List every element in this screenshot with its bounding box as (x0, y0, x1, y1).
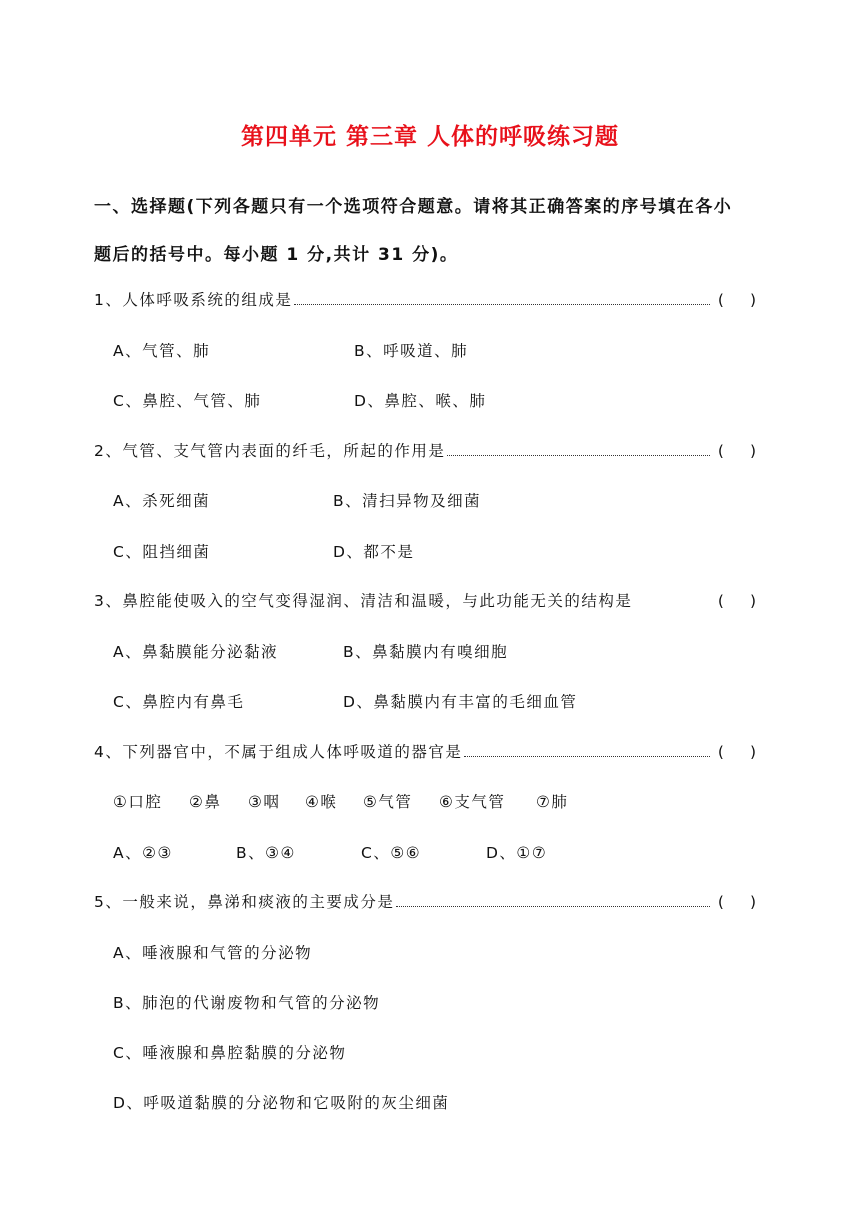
question-5 (94, 890, 756, 912)
organ-item: ④喉 (305, 793, 338, 811)
question-stem: 1、人体呼吸系统的组成是 (94, 291, 293, 309)
organ-item: ①口腔 (113, 793, 163, 811)
section-instructions-line1: 一、选择题(下列各题只有一个选项符合题意。请将其正确答案的序号填在各小 (94, 197, 733, 217)
question-stem: 5、一般来说，鼻涕和痰液的主要成分是 (94, 893, 395, 911)
option-c: C、鼻腔内有鼻毛 (113, 693, 245, 711)
question-1 (94, 288, 756, 310)
question-stem: 4、下列器官中，不属于组成人体呼吸道的器官是 (94, 743, 463, 761)
organ-item: ⑥支气管 (439, 793, 506, 811)
answer-bracket[interactable]: ( ) (717, 442, 756, 460)
option-c: C、鼻腔、气管、肺 (113, 392, 262, 410)
answer-bracket[interactable]: ( ) (717, 893, 756, 911)
question-2 (94, 439, 756, 461)
organ-item: ⑦肺 (536, 793, 569, 811)
dot-leader (464, 755, 710, 757)
option-d: D、鼻腔、喉、肺 (354, 392, 487, 410)
option-d: D、鼻黏膜内有丰富的毛细血管 (343, 693, 578, 711)
option-a: A、鼻黏膜能分泌黏液 (113, 643, 279, 661)
option-d: D、①⑦ (486, 844, 548, 862)
answer-bracket[interactable]: ( ) (717, 592, 756, 610)
option-b: B、清扫异物及细菌 (333, 492, 482, 510)
option-d: D、呼吸道黏膜的分泌物和它吸附的灰尘细菌 (113, 1094, 450, 1112)
option-a: A、杀死细菌 (113, 492, 211, 510)
answer-bracket[interactable]: ( ) (717, 291, 756, 309)
organ-item: ②鼻 (189, 793, 222, 811)
question-3 (94, 589, 756, 611)
question-4 (94, 740, 756, 762)
option-c: C、⑤⑥ (361, 844, 422, 862)
option-d: D、都不是 (333, 543, 415, 561)
organ-item: ⑤气管 (363, 793, 413, 811)
option-c: C、阻挡细菌 (113, 543, 211, 561)
page-title: 第四单元 第三章 人体的呼吸练习题 (240, 124, 619, 150)
option-b: B、呼吸道、肺 (354, 342, 469, 360)
answer-bracket[interactable]: ( ) (717, 743, 756, 761)
dot-leader (396, 905, 710, 907)
option-b: B、③④ (236, 844, 296, 862)
option-b: B、肺泡的代谢废物和气管的分泌物 (113, 994, 381, 1012)
dot-leader (294, 303, 710, 305)
option-c: C、唾液腺和鼻腔黏膜的分泌物 (113, 1044, 347, 1062)
option-a: A、唾液腺和气管的分泌物 (113, 944, 313, 962)
dot-leader (447, 454, 710, 456)
organ-item: ③咽 (248, 793, 281, 811)
section-instructions-line2: 题后的括号中。每小题 1 分,共计 31 分)。 (94, 245, 459, 265)
question-stem: 3、鼻腔能使吸入的空气变得湿润、清洁和温暖，与此功能无关的结构是 (94, 592, 633, 610)
option-a: A、气管、肺 (113, 342, 211, 360)
question-stem: 2、气管、支气管内表面的纤毛，所起的作用是 (94, 442, 446, 460)
option-b: B、鼻黏膜内有嗅细胞 (343, 643, 509, 661)
option-a: A、②③ (113, 844, 173, 862)
